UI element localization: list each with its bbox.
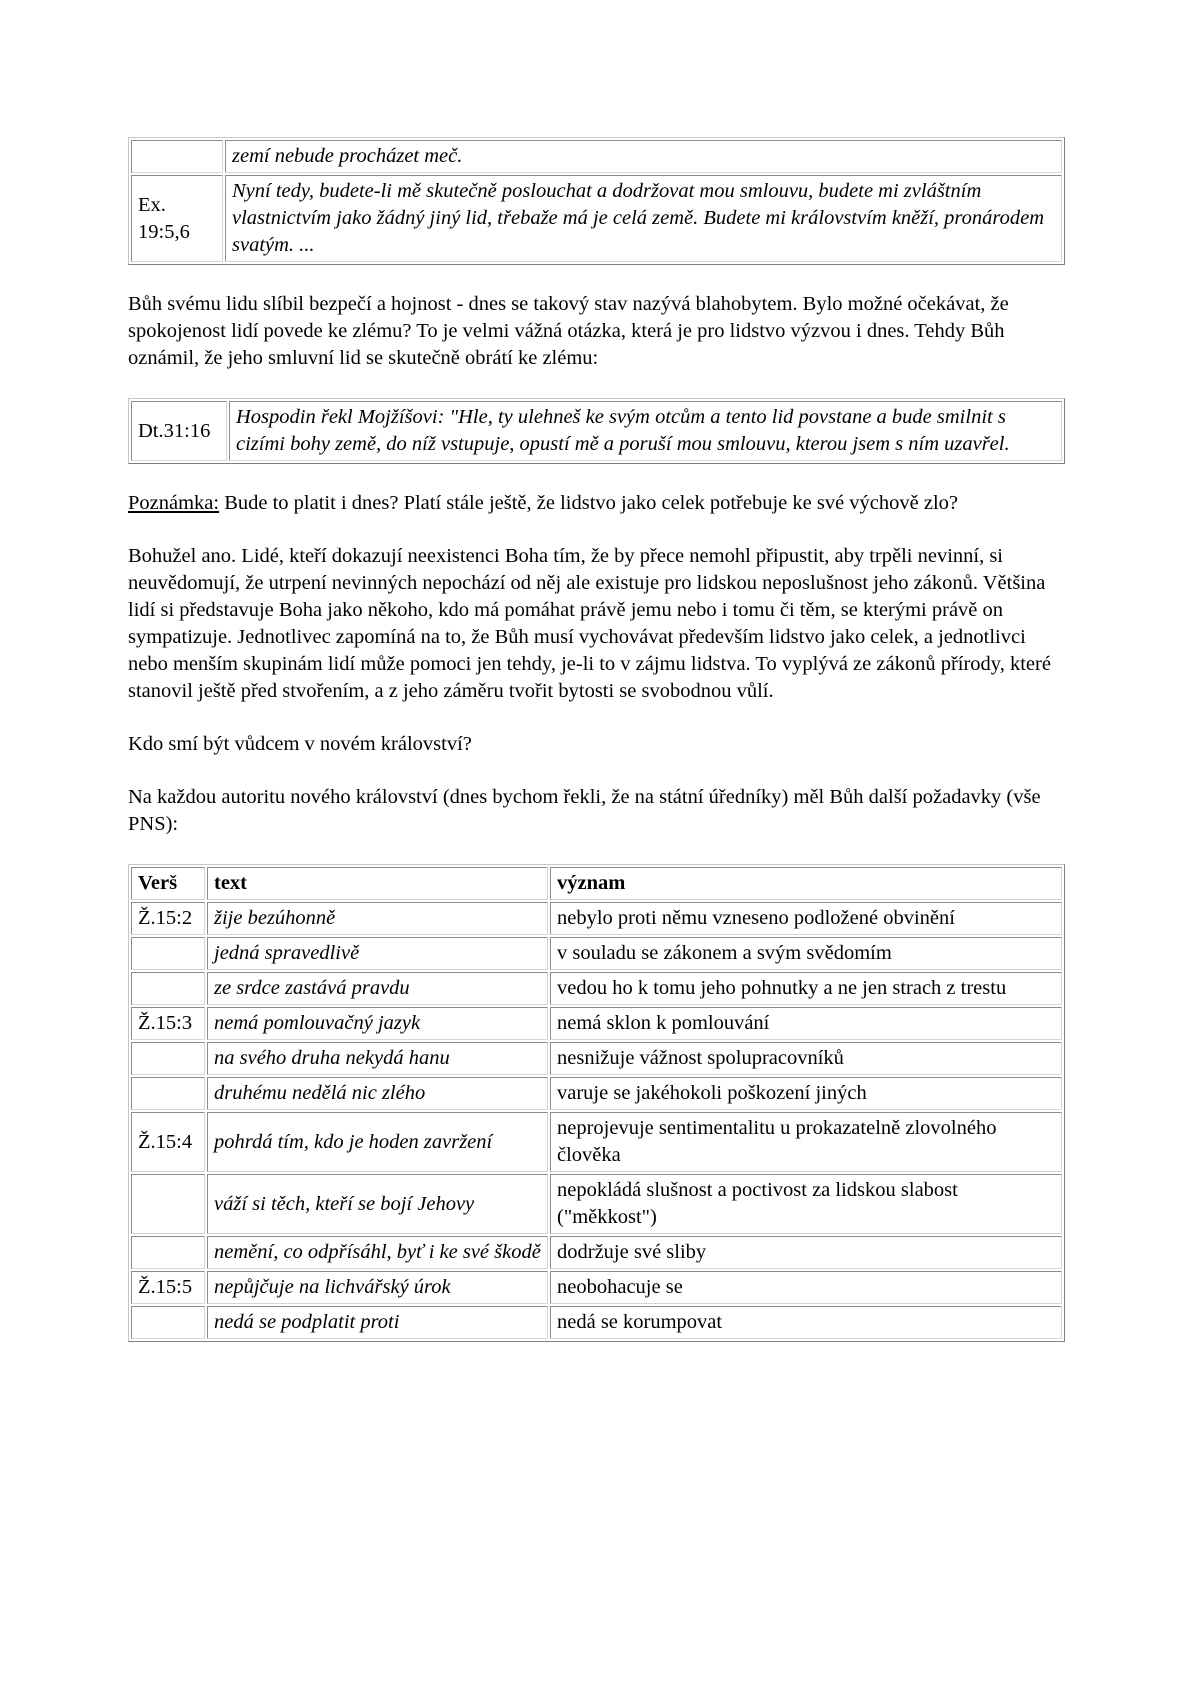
text-cell: jedná spravedlivě: [207, 937, 548, 970]
table-row: [131, 937, 1062, 970]
table-row: [131, 140, 1062, 173]
verse-ref-cell: Ex. 19:5,6: [131, 175, 223, 262]
requirements-table: [128, 864, 1065, 1342]
vers-cell: Ž.15:5: [131, 1271, 205, 1304]
vyznam-cell: dodržuje své sliby: [550, 1236, 1062, 1269]
table-row: [131, 175, 1062, 262]
vyznam-cell: neobohacuje se: [550, 1271, 1062, 1304]
vers-cell: [131, 1174, 205, 1234]
text-cell: nemá pomlouvačný jazyk: [207, 1007, 548, 1040]
vers-cell: Ž.15:3: [131, 1007, 205, 1040]
column-header-text: text: [207, 867, 548, 900]
scripture-table-dt: [128, 398, 1065, 464]
paragraph-explanation: Bohužel ano. Lidé, kteří dokazují neexistenci Boha tím, že by přece nemohl připustit, aby trpěli nevinní, si neuvědomují, že utrpení nevinných nepochází od něj ale existuje pro lidskou neposlušnost jeho zákonů. Většina lidí si představuje Boha jako někoho, kdo má pomáhat právě jemu nebo i tomu či těm, se kterými právě on sympatizuje. Jednotlivec zapomíná na to, že Bůh musí vychovávat především lidstvo jako celek, a jednotlivci nebo menším skupinám lidí může pomoci jen tehdy, je-li to v zájmu lidstva. To vyplývá ze zákonů přírody, které stanovil ještě před stvořením, a z jeho záměru tvořit bytosti se svobodnou vůlí.: [128, 545, 1051, 702]
vyznam-cell: v souladu se zákonem a svým svědomím: [550, 937, 1062, 970]
note-text: Bude to platit i dnes? Platí stále ještě, že lidstvo jako celek potřebuje ke své výchově zlo?: [219, 492, 959, 514]
vers-cell: [131, 972, 205, 1005]
text-cell: žije bezúhonně: [207, 902, 548, 935]
table-row: [131, 1077, 1062, 1110]
vyznam-cell: vedou ho k tomu jeho pohnutky a ne jen strach z trestu: [550, 972, 1062, 1005]
vers-cell: [131, 1306, 205, 1339]
vers-cell: [131, 937, 205, 970]
column-header-vers: Verš: [131, 867, 205, 900]
vers-cell: [131, 1042, 205, 1075]
table-header-row: [131, 867, 1062, 900]
vyznam-cell: nemá sklon k pomlouvání: [550, 1007, 1062, 1040]
verse-quote-cell: Nyní tedy, budete-li mě skutečně poslouchat a dodržovat mou smlouvu, budete mi zvláštním vlastnictvím jako žádný jiný lid, třebaže má je celá země. Budete mi královstvím kněží, pronárodem svatým. ...: [225, 175, 1062, 262]
vyznam-cell: nebylo proti němu vzneseno podložené obvinění: [550, 902, 1062, 935]
text-cell: na svého druha nekydá hanu: [207, 1042, 548, 1075]
verse-ref-cell: [131, 140, 223, 173]
text-cell: nedá se podplatit proti: [207, 1306, 548, 1339]
table-row: [131, 1112, 1062, 1172]
table-row: [131, 401, 1062, 461]
column-header-vyznam: význam: [550, 867, 1062, 900]
vers-cell: Ž.15:4: [131, 1112, 205, 1172]
vyznam-cell: neprojevuje sentimentalitu u prokazatelně zlovolného člověka: [550, 1112, 1062, 1172]
table-row: [131, 1236, 1062, 1269]
verse-quote-cell: zemí nebude procházet meč.: [225, 140, 1062, 173]
vyznam-cell: nesnižuje vážnost spolupracovníků: [550, 1042, 1062, 1075]
note-label: Poznámka:: [128, 492, 220, 514]
text-cell: pohrdá tím, kdo je hoden zavržení: [207, 1112, 548, 1172]
paragraph-note: [128, 490, 1065, 517]
vers-cell: [131, 1236, 205, 1269]
verse-quote-cell: Hospodin řekl Mojžíšovi: "Hle, ty ulehneš ke svým otcům a tento lid povstane a bude smilnit s cizími bohy země, do níž vstupuje, opustí mě a poruší mou smlouvu, kterou jsem s ním uzavřel.: [229, 401, 1062, 461]
verse-ref-cell: Dt.31:16: [131, 401, 227, 461]
table-row: [131, 1042, 1062, 1075]
vyznam-cell: nedá se korumpovat: [550, 1306, 1062, 1339]
table-row: [131, 1174, 1062, 1234]
vers-cell: [131, 1077, 205, 1110]
vyznam-cell: varuje se jakéhokoli poškození jiných: [550, 1077, 1062, 1110]
paragraph-intro: Bůh svému lidu slíbil bezpečí a hojnost - dnes se takový stav nazývá blahobytem. Bylo možné očekávat, že spokojenost lidí povede ke zlému? To je velmi vážná otázka, která je pro lidstvo výzvou i dnes. Tehdy Bůh oznámil, že jeho smluvní lid se skutečně obrátí ke zlému:: [128, 293, 1009, 369]
vyznam-cell: nepokládá slušnost a poctivost za lidskou slabost ("měkkost"): [550, 1174, 1062, 1234]
text-cell: nepůjčuje na lichvářský úrok: [207, 1271, 548, 1304]
text-cell: nemění, co odpřísáhl, byť i ke své škodě: [207, 1236, 548, 1269]
table-row: [131, 1306, 1062, 1339]
scripture-table-ex: [128, 137, 1065, 265]
table-row: [131, 1271, 1062, 1304]
table-row: [131, 902, 1062, 935]
table-row: [131, 1007, 1062, 1040]
text-cell: druhému nedělá nic zlého: [207, 1077, 548, 1110]
table-row: [131, 972, 1062, 1005]
text-cell: ze srdce zastává pravdu: [207, 972, 548, 1005]
text-cell: váží si těch, kteří se bojí Jehovy: [207, 1174, 548, 1234]
paragraph-requirements-intro: Na každou autoritu nového království (dnes bychom řekli, že na státní úředníky) měl Bůh další požadavky (vše PNS):: [128, 786, 1041, 835]
question-heading: Kdo smí být vůdcem v novém království?: [128, 733, 472, 755]
vers-cell: Ž.15:2: [131, 902, 205, 935]
